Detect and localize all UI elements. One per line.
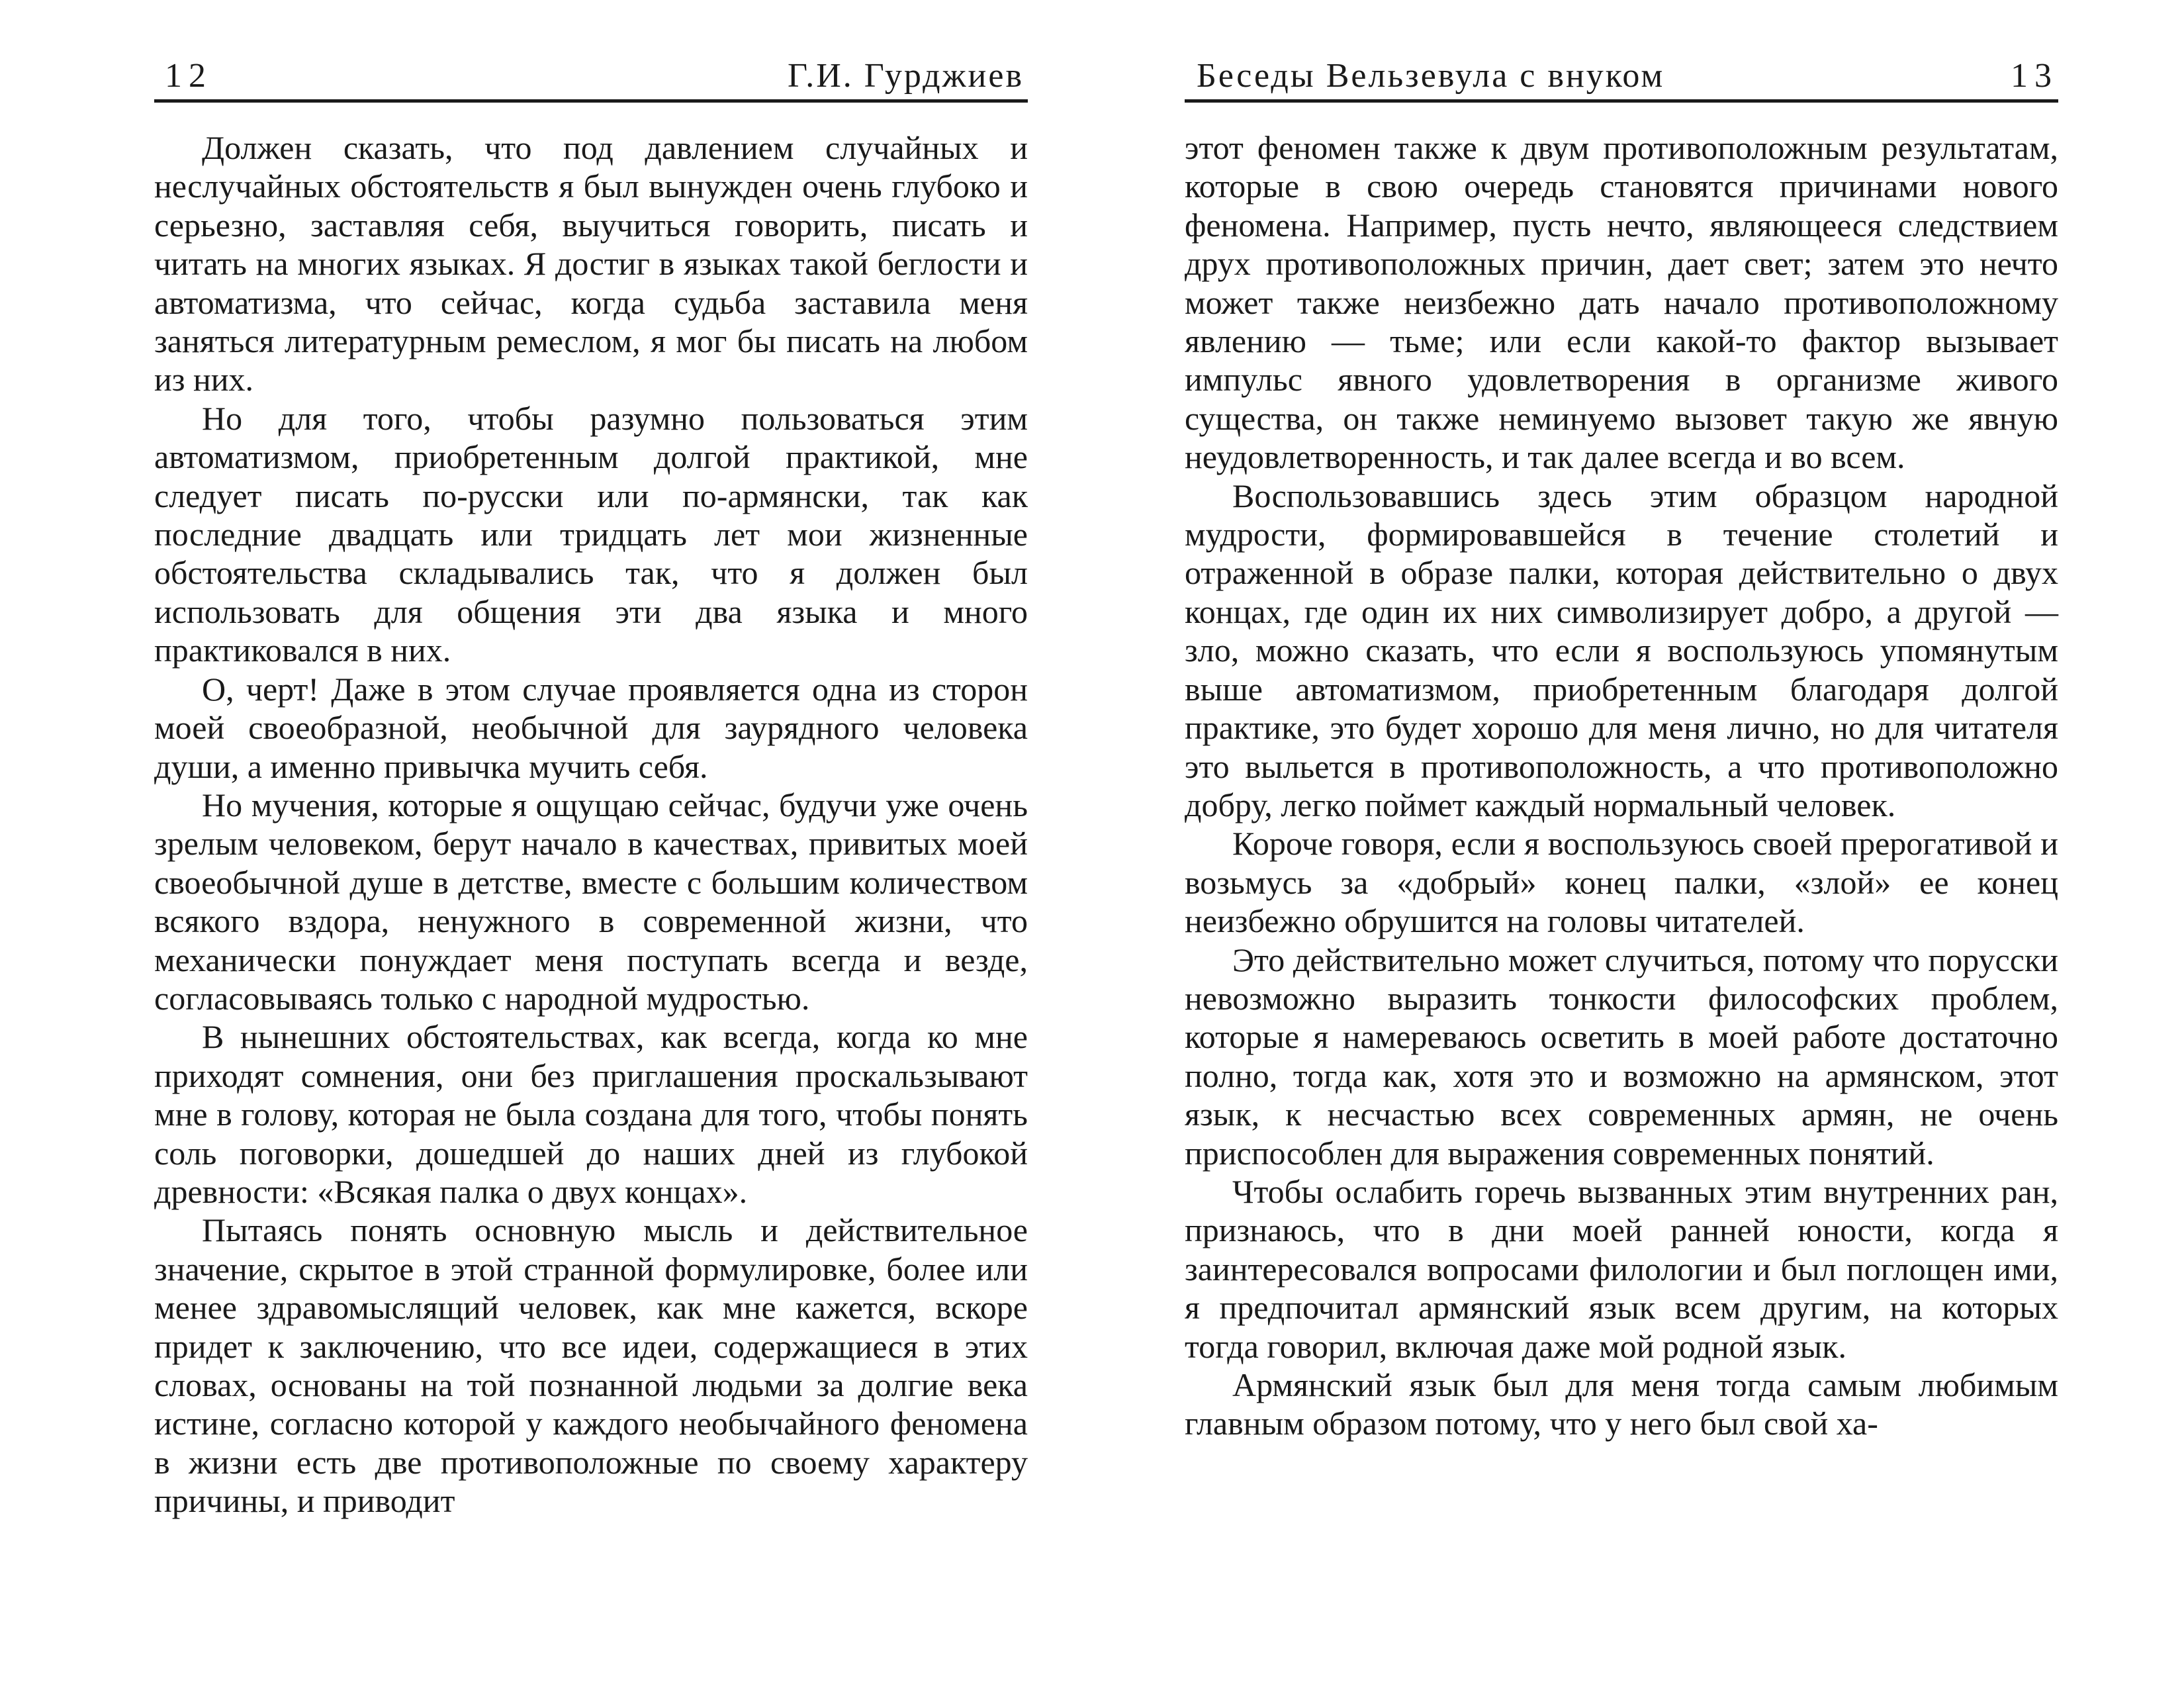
paragraph: Пытаясь понять основную мысль и действительное значение, скрытое в этой странной формулировке, более или менее здравомыслящий человек, как мне кажется, вскоре придет к заключению, что все идеи, содержащиеся в этих словах, основаны на той познанной людьми за долгие века истине, согласно которой у каждого необычайного феномена в жизни есть две противоположные по своему характеру причины, и приводит (154, 1211, 1028, 1520)
running-title-book: Беседы Вельзевула с внуком (1197, 57, 1665, 95)
paragraph: Чтобы ослабить горечь вызванных этим внутренних ран, признаюсь, что в дни моей ранней юности, когда я заинтересовался вопросами филологии и был поглощен ими, я предпочитал армянский язык всем другим, на которых тогда говорил, включая даже мой родной язык. (1185, 1172, 2058, 1365)
paragraph: Но для того, чтобы разумно пользоваться этим автоматизмом, приобретенным долгой практикой, мне следует писать по-русски или по-армянски, так как последние двадцать или тридцать лет мои жизненные обстоятельства складывались так, что я должен был использовать для общения эти два языка и много практиковался в них. (154, 399, 1028, 669)
paragraph: Короче говоря, если я воспользуюсь своей прерогативой и возьмусь за «добрый» конец палки, «злой» ее конец неизбежно обрушится на головы читателей. (1185, 825, 2058, 940)
paragraph: В нынешних обстоятельствах, как всегда, когда ко мне приходят сомнения, они без приглашения проскальзывают мне в голову, которая не была создана для того, чтобы понять соль поговорки, дошедшей до наших дней из глубокой древности: «Всякая палка о двух концах». (154, 1018, 1028, 1210)
right-text-block (1185, 128, 2058, 1443)
left-text-block (154, 128, 1028, 1521)
right-running-head (1185, 53, 2058, 103)
paragraph: Но мучения, которые я ощущаю сейчас, будучи уже очень зрелым человеком, берут начало в качествах, привитых моей своеобычной душе в детстве, вместе с большим количеством всякого вздора, ненужного в современной жизни, что механически понуждает меня поступать всегда и везде, согласовываясь только с народной мудростью. (154, 786, 1028, 1017)
page-number: 13 (2011, 57, 2058, 95)
paragraph: О, черт! Даже в этом случае проявляется одна из сторон моей своеобразной, необычной для заурядного человека души, а именно привычка мучить себя. (154, 670, 1028, 785)
paragraph: Армянский язык был для меня тогда самым любимым главным образом потому, что у него был свой ха- (1185, 1366, 2058, 1442)
running-title-author: Г.И. Гурджиев (788, 57, 1024, 95)
paragraph: Это действительно может случиться, потому что порусски невозможно выразить тонкости философских проблем, которые я намереваюсь осветить в моей работе достаточно полно, тогда как, хотя это и возможно на армянском, этот язык, к несчастью всех современных армян, не очень приспособлен для выражения современных понятий. (1185, 941, 2058, 1172)
paragraph-continuation: этот феномен также к двум противоположным результатам, которые в свою очередь становятся причинами нового феномена. Например, пусть нечто, являющееся следствием друх противоположных причин, дает свет; затем это нечто может также неизбежно дать начало противоположному явлению — тьме; или если какой-то фактор вызывает импульс явного удовлетворения в организме живого существа, он также неминуемо вызовет такую же явную неудовлетворенность, и так далее всегда и во всем. (1185, 129, 2058, 476)
paragraph: Воспользовавшись здесь этим образцом народной мудрости, формировавшейся в течение столетий и отраженной в образе палки, которая действительно о двух концах, где один их них символизирует добро, а другой — зло, можно сказать, что если я воспользуюсь упомянутым выше автоматизмом, приобретенным благодаря долгой практике, это будет хорошо для меня лично, но для читателя это выльется в противоположность, а что противоположно добру, легко поймет каждый нормальный человек. (1185, 477, 2058, 823)
left-running-head (154, 53, 1028, 103)
paragraph: Должен сказать, что под давлением случайных и неслучайных обстоятельств я был вынужден очень глубоко и серьезно, заставляя себя, выучиться говорить, писать и читать на многих языках. Я достиг в языках такой беглости и автоматизма, что сейчас, когда судьба заставила меня заняться литературным ремеслом, я мог бы писать на любом из них. (154, 129, 1028, 399)
page-number: 12 (165, 57, 212, 95)
